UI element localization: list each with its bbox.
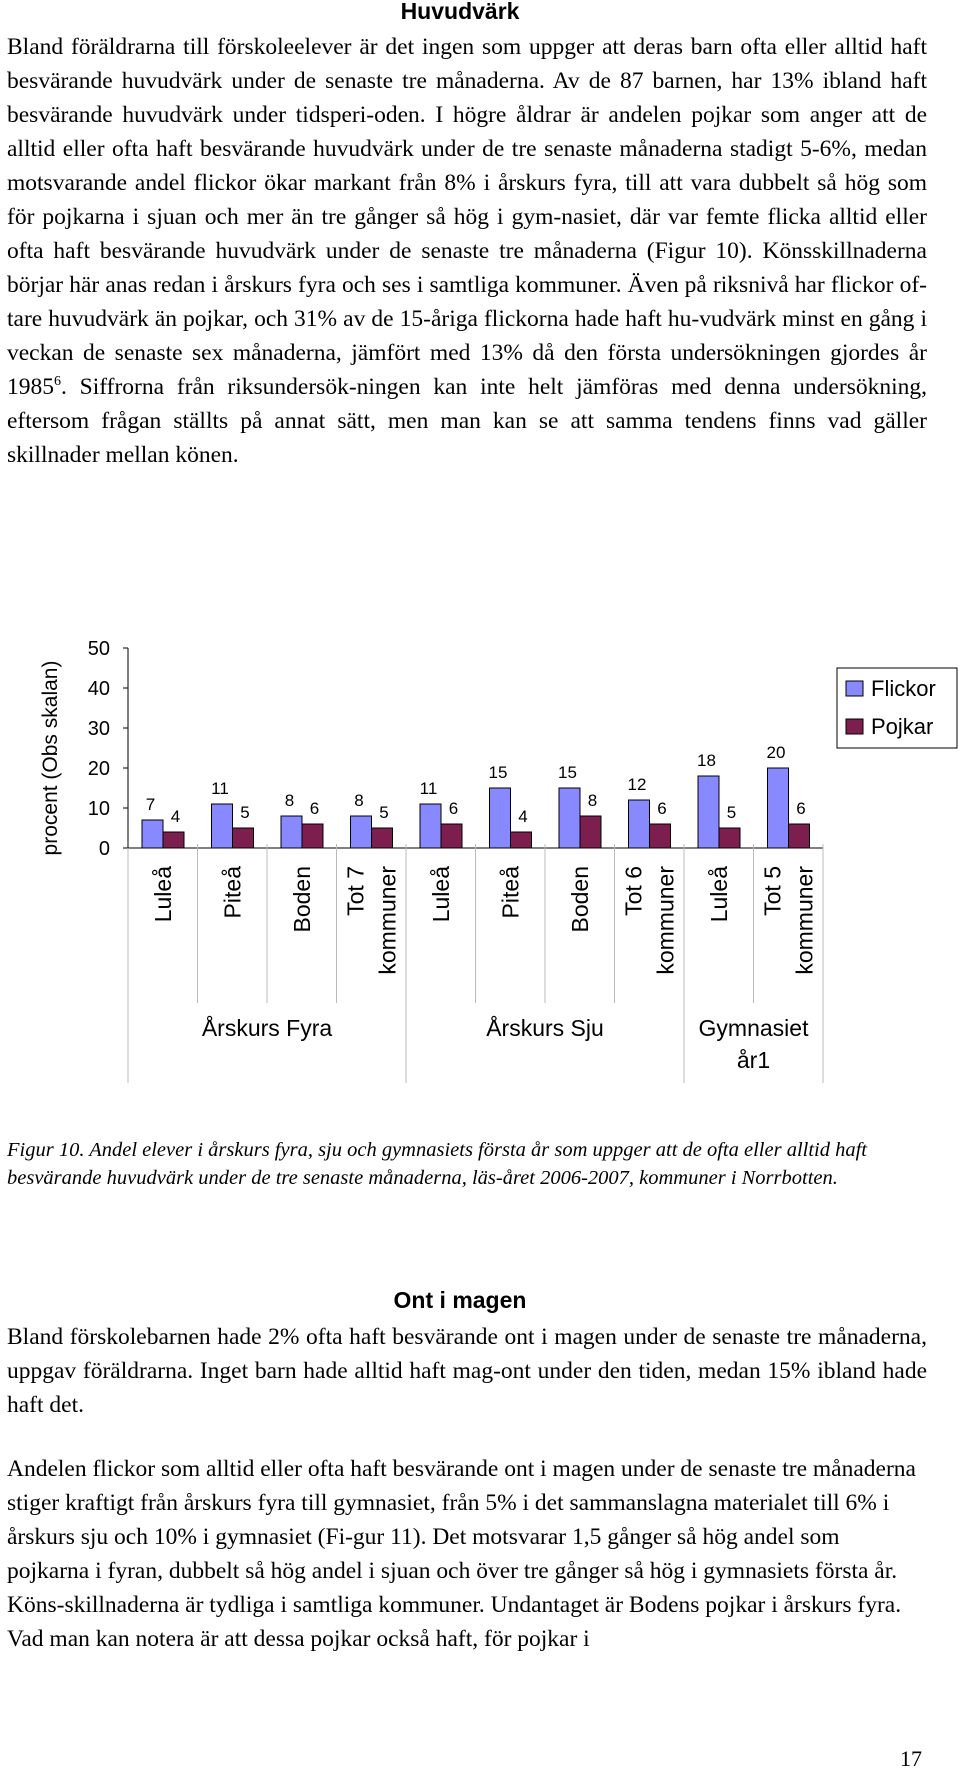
legend-swatch [846,719,863,734]
data-label-pojkar: 6 [657,799,667,818]
y-tick-label: 30 [87,718,110,740]
section-heading-huvudvark: Huvudvärk [400,0,520,24]
y-tick-label: 0 [98,838,110,860]
group-label: år1 [736,1047,771,1073]
data-label-flickor: 11 [419,779,438,798]
data-label-pojkar: 6 [309,799,320,818]
bar-pojkar [302,824,323,848]
bar-pojkar [580,816,601,848]
bar-flickor [698,776,719,848]
paragraph-ont-i-magen-2: Andelen flickor som alltid eller ofta haft besvärande ont i magen under de senaste tre månaderna stiger kraftigt från årskurs fyra till gymnasiet, från 5% i det sammanslagna materialet till 6% i årskurs sju och 10% i gymnasiet (Fi-gur 11). Det motsvarar 1,5 gånger så hög andel som pojkarna i fyran, dubbelt så hög andel i sjuan och över tre gånger så hög i gymnasiets första år. Köns-skillnaderna är tydliga i samtliga kommuner. Undantaget är Bodens pojkar i årskurs fyra. Vad man kan notera är att dessa pojkar också haft, för pojkar i [7,1456,916,1652]
data-label-pojkar: 5 [240,803,250,822]
data-label-flickor: 18 [697,751,716,770]
data-label-flickor: 15 [488,763,508,782]
category-label: Luleå [427,866,454,923]
category-label: Luleå [705,866,732,923]
paragraph-text: Bland föräldrarna till förskoleelever är det ingen som uppger att deras barn ofta eller alltid haft besvärande huvudvärk under de senaste tre månaderna. Av de 87 barnen, har 13% ibland haft besvärande huvudvärk under tidsperi-oden. I högre åldrar är andelen pojkar som anger att de alltid eller ofta haft besvärande huvudvärk under de tre senaste månaderna stadigt 5-6%, medan motsvarande andel flickor ökar markant från 8% i årskurs fyra, till att vara dubbelt så hög som för pojkarna i sjuan och mer än tre gånger så hög i gym-nasiet, där var femte flicka alltid eller ofta haft besvärande huvudvärk under de senaste tre månaderna (Figur 10). Könsskillnaderna börjar här anas redan i årskurs fyra och ses i samtliga kommuner. Även på riksnivå har flickor of-tare huvudvärk än pojkar, och 31% av de 15-åriga flickorna hade haft hu-vudvärk minst en gång i veckan de senaste sex månaderna, jämfört med 13% då den första undersökningen gjordes år 1985 [7,34,927,400]
legend-label: Pojkar [871,714,934,739]
data-label-flickor: 12 [627,775,647,794]
section-heading-ont-i-magen: Ont i magen [393,1287,527,1313]
figure-caption: Figur 10. Andel elever i årskurs fyra, sju och gymnasiets första år som uppger att de ofta eller alltid haft besvärande huvudvärk under de tre senaste månaderna, läs-året 2006-2007, kommuner i Norrbotten. [7,1139,867,1189]
data-label-pojkar: 6 [796,799,806,818]
data-label-flickor: 20 [766,743,786,762]
data-label-flickor: 8 [354,791,364,810]
bar-pojkar [441,824,462,848]
footnote-ref: 6 [54,374,61,390]
category-label: Boden [288,866,315,933]
bar-pojkar [163,832,184,848]
group-label: Årskurs Sju [486,1015,604,1041]
bar-flickor [212,804,233,848]
category-label: Tot 6 [620,866,647,916]
bar-pojkar [511,832,532,848]
category-label: Luleå [149,866,176,923]
data-label-flickor: 11 [211,779,229,798]
data-label-pojkar: 5 [379,803,389,822]
category-label: kommuner [791,866,818,975]
bar-pojkar [372,828,393,848]
bar-pojkar [719,828,740,848]
category-label: Tot 7 [342,866,369,916]
bar-flickor [142,820,163,848]
bar-flickor [629,800,650,848]
category-label: Tot 5 [759,866,786,916]
bar-pojkar [650,824,671,848]
bar-pojkar [789,824,810,848]
bar-flickor [420,804,441,848]
page-number: 17 [900,1746,922,1771]
data-label-flickor: 8 [284,791,295,810]
bar-flickor [281,816,302,848]
data-label-pojkar: 4 [170,807,181,826]
paragraph-text-cont: . Siffrorna från riksundersök-ningen kan inte helt jämföras med denna undersökning, eftersom frågan ställts på annat sätt, men man kan se att samma tendens finns vad gäller skillnader mellan könen. [7,374,927,468]
category-label: kommuner [374,866,401,975]
data-label-flickor: 7 [145,795,156,814]
category-label: Piteå [219,866,246,919]
bar-chart-figure-10 [0,615,960,1085]
category-label: Piteå [497,866,524,919]
data-label-flickor: 15 [558,763,577,782]
data-label-pojkar: 6 [448,799,459,818]
y-tick-label: 10 [87,798,110,820]
group-label: Gymnasiet [698,1015,809,1041]
y-tick-label: 40 [87,678,110,700]
data-label-pojkar: 5 [726,803,737,822]
paragraph-ont-i-magen-1: Bland förskolebarnen hade 2% ofta haft besvärande ont i magen under de senaste tre månaderna, uppgav föräldrarna. Inget barn hade alltid haft mag-ont under den tiden, medan 15% ibland hade haft det. [7,1324,927,1418]
legend-swatch [846,681,863,696]
group-label: Årskurs Fyra [201,1015,333,1041]
bar-pojkar [233,828,254,848]
category-label: kommuner [652,866,679,975]
bar-flickor [768,768,789,848]
bar-flickor [559,788,580,848]
bar-flickor [351,816,372,848]
y-tick-label: 50 [87,638,110,660]
y-axis-label: procent (Obs skalan) [39,660,62,856]
category-label: Boden [566,866,593,933]
bar-flickor [490,788,511,848]
paragraph-huvudvark [7,30,927,472]
data-label-pojkar: 4 [518,807,528,826]
y-tick-label: 20 [87,758,110,780]
legend-label: Flickor [871,676,936,701]
data-label-pojkar: 8 [587,791,598,810]
